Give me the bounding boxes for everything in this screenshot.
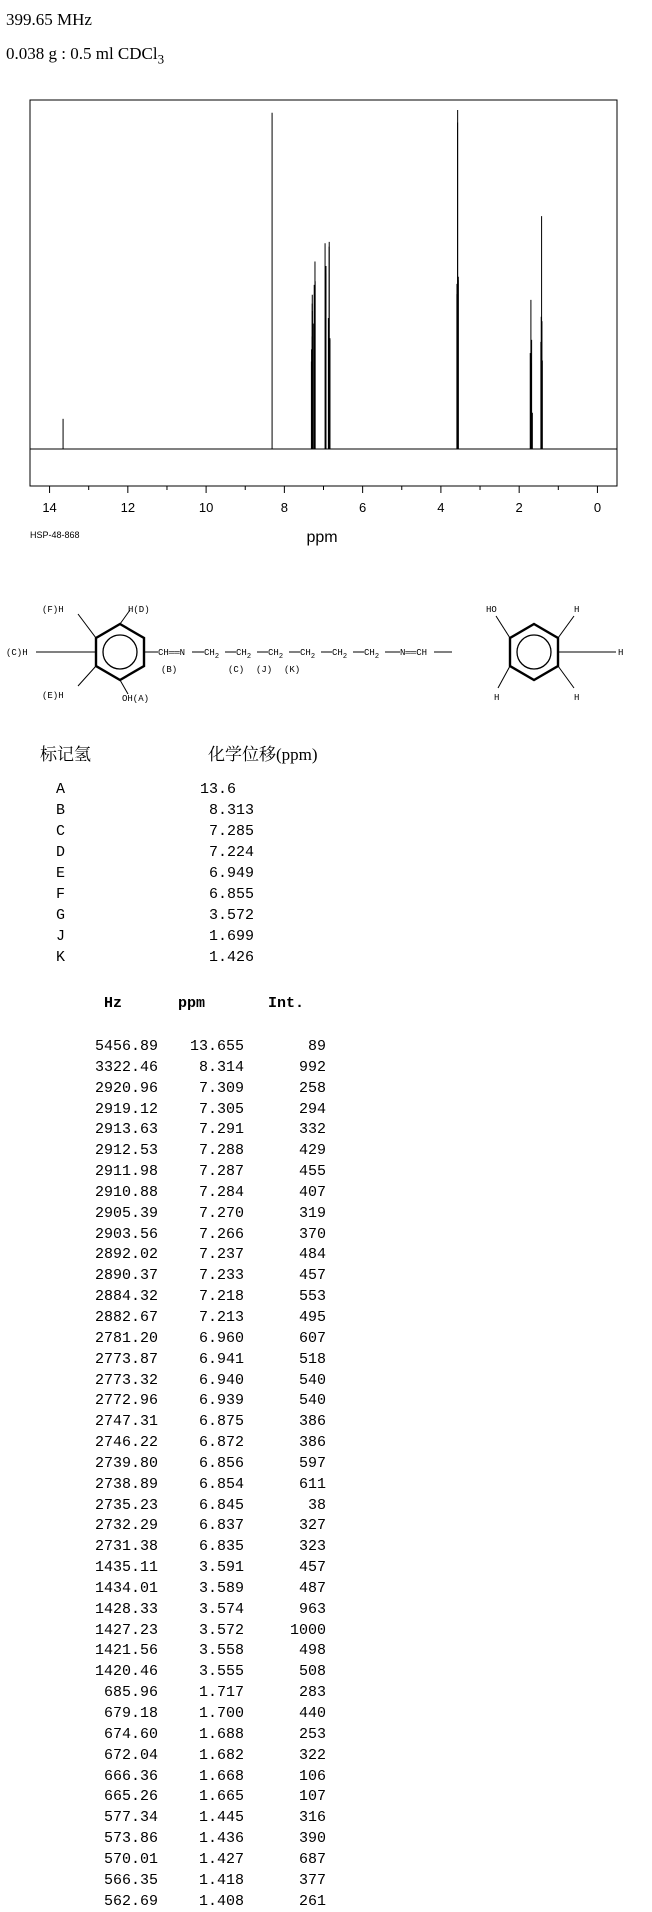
peak-table-row (0, 1516, 330, 1537)
peak-hz-cell: 2913.63 (94, 1121, 158, 1139)
peak-int-cell: 495 (298, 1308, 326, 1326)
peak-table-row (0, 1183, 330, 1204)
peak-list-table (0, 995, 340, 1910)
assignment-labels (56, 779, 65, 968)
assignment-shift: 6.855 (200, 886, 255, 903)
ch2-1-sub: 2 (214, 653, 220, 661)
peak-hz-cell: 2738.89 (94, 1475, 158, 1493)
peak-ppm-cell: 1.408 (198, 1892, 244, 1910)
peak-ppm-cell: 6.856 (198, 1454, 244, 1472)
peak-ppm-cell: 7.270 (198, 1204, 244, 1222)
peak-hz-cell: 2892.02 (94, 1246, 158, 1264)
peak-hz-cell: 573.86 (103, 1830, 158, 1848)
peak-table-row (0, 1308, 330, 1329)
assignment-label: K (56, 949, 66, 966)
peak-int-cell: 457 (298, 1267, 326, 1285)
x-tick-label: 2 (515, 500, 523, 515)
peak-table-row (0, 1100, 330, 1121)
peak-hz-cell: 679.18 (103, 1705, 158, 1722)
peak-int-cell: 540 (298, 1371, 326, 1389)
peak-int-cell: 258 (298, 1079, 326, 1097)
assignment-label: D (56, 844, 66, 861)
peak-table-row (0, 1245, 330, 1266)
peak-ppm-cell: 1.418 (198, 1871, 244, 1889)
peak-table-row (0, 1329, 330, 1350)
peak-ppm-cell: 1.665 (198, 1788, 244, 1806)
peak-table-row (0, 1725, 330, 1746)
peak-table-row (0, 1871, 330, 1892)
ch2-3-text: CH (268, 648, 279, 658)
peak-int-cell: 370 (298, 1225, 326, 1243)
peak-table-row (0, 1162, 330, 1183)
peak-int-cell: 261 (298, 1892, 326, 1910)
peak-table-row (0, 1120, 330, 1141)
peak-hz-cell: 2920.96 (94, 1079, 158, 1097)
peak-ppm-cell: 3.574 (198, 1600, 244, 1618)
ch2-4-text: CH (300, 648, 311, 658)
left-ring-aromatic-circle (103, 635, 137, 669)
peak-table-row (0, 1141, 330, 1162)
peak-int-cell: 107 (298, 1788, 326, 1806)
assignment-shift: 7.224 (200, 844, 255, 861)
nmr-spectrum-chart (0, 80, 652, 550)
peak-int-cell: 316 (298, 1809, 326, 1827)
peak-hz-cell: 2882.67 (94, 1308, 158, 1326)
peak-ppm-cell: 7.218 (198, 1288, 244, 1306)
peak-int-cell: 322 (298, 1746, 326, 1764)
peak-table-row (0, 1496, 330, 1517)
peak-int-cell: 386 (298, 1413, 326, 1431)
peak-table-row (0, 1225, 330, 1246)
peak-hz-cell: 2903.56 (94, 1225, 158, 1243)
peak-hz-cell: 2911.98 (94, 1163, 158, 1181)
peak-hz-cell: 665.26 (103, 1788, 158, 1806)
assignment-shift: 3.572 (200, 907, 255, 924)
peak-int-cell: 332 (298, 1121, 326, 1139)
peak-ppm-cell: 6.872 (198, 1434, 244, 1452)
peak-ppm-cell: 7.233 (198, 1267, 244, 1285)
atom-label-a: OH(A) (122, 694, 150, 704)
right-ring-aromatic-circle (517, 635, 551, 669)
atom-label-h1: H (574, 605, 580, 615)
peak-int-cell: 429 (298, 1142, 326, 1160)
peak-hz-cell: 2747.31 (94, 1413, 158, 1431)
x-tick-label: 6 (359, 500, 367, 515)
peak-int-cell: 390 (298, 1830, 326, 1848)
plot-frame (30, 100, 617, 486)
assignment-shift: 13.6 (200, 781, 237, 798)
peak-int-cell: 440 (298, 1705, 326, 1722)
peak-table-row (0, 1641, 330, 1662)
x-tick-label: 0 (593, 500, 602, 515)
peak-table-row (0, 1621, 330, 1642)
peak-ppm-cell: 1.445 (198, 1809, 244, 1827)
bond-h4 (498, 666, 510, 688)
peak-table-row (0, 1350, 330, 1371)
peak-ppm-cell: 7.291 (198, 1121, 244, 1139)
peak-ppm-cell: 7.213 (198, 1308, 244, 1326)
peak-hz-cell: 666.36 (103, 1767, 158, 1785)
peak-table-row (0, 1704, 330, 1725)
peak-table-row (0, 1767, 330, 1788)
peak-int-cell: 518 (298, 1350, 326, 1368)
peak-int-cell: 294 (298, 1100, 326, 1118)
peak-ppm-cell: 7.309 (198, 1079, 244, 1097)
peak-table-row (0, 1037, 330, 1058)
peak-hz-cell: 674.60 (103, 1725, 158, 1743)
peak-hz-cell: 1421.56 (94, 1642, 158, 1660)
peak-int-cell: 253 (298, 1725, 326, 1743)
peak-ppm-cell: 1.436 (198, 1830, 244, 1848)
peak-int-cell: 540 (298, 1392, 326, 1410)
peak-hz-cell: 1434.01 (94, 1579, 158, 1597)
atom-label-c: (C)H (6, 648, 28, 658)
ch2-5 (332, 648, 347, 661)
sample-concentration-subscript: 3 (157, 51, 165, 67)
peak-table-row (0, 1412, 330, 1433)
peak-hz-cell: 2772.96 (94, 1392, 158, 1410)
peak-table-row (0, 1079, 330, 1100)
peak-table-row (0, 1746, 330, 1767)
assignment-shift: 1.426 (200, 949, 255, 966)
peak-hz-cell: 2884.32 (94, 1288, 158, 1306)
peak-hz-cell: 685.96 (103, 1684, 158, 1702)
peak-hz-cell: 2910.88 (94, 1183, 158, 1201)
peak-int-cell: 89 (307, 1038, 326, 1055)
ch2-2-text: CH (236, 648, 247, 658)
peak-table-row (0, 1662, 330, 1683)
peak-table-header-ppm: ppm (178, 995, 206, 1012)
ch2-2-sub: 2 (246, 653, 252, 661)
peak-hz-cell: 672.04 (103, 1746, 158, 1764)
sample-concentration-main: 0.038 g : 0.5 ml CDCl (6, 44, 158, 63)
peak-hz-cell: 1435.11 (94, 1559, 158, 1577)
peak-hz-cell: 2732.29 (94, 1517, 158, 1535)
peak-hz-cell: 2905.39 (94, 1204, 158, 1222)
imine-right: N══CH (400, 648, 428, 658)
peak-hz-cell: 2731.38 (94, 1538, 158, 1556)
peak-table-row (0, 1475, 330, 1496)
peak-ppm-cell: 6.939 (198, 1392, 244, 1410)
bond-f (78, 614, 96, 638)
peak-ppm-cell: 13.655 (189, 1038, 244, 1055)
assignment-label: G (56, 907, 66, 924)
atom-label-h3: H (574, 693, 580, 703)
bond-a (120, 680, 128, 694)
x-tick-label: 14 (42, 500, 57, 515)
peak-table-row (0, 1204, 330, 1225)
peak-int-cell: 283 (298, 1684, 326, 1702)
bond-e (78, 666, 96, 686)
label-c: (C) (228, 665, 245, 675)
assignment-shift: 7.285 (200, 823, 255, 840)
peak-hz-cell: 1420.46 (94, 1663, 158, 1681)
peak-ppm-cell: 6.845 (198, 1496, 244, 1514)
peak-ppm-cell: 6.941 (198, 1350, 244, 1368)
peak-ppm-cell: 6.835 (198, 1538, 244, 1556)
assignment-label: B (56, 802, 66, 819)
peak-int-cell: 457 (298, 1559, 326, 1577)
assignment-label: J (56, 928, 66, 945)
peak-hz-cell: 1427.23 (94, 1621, 158, 1639)
peak-ppm-cell: 1.682 (198, 1746, 244, 1764)
assignment-label: C (56, 823, 66, 840)
peak-table-row (0, 1892, 330, 1912)
label-b: (B) (161, 665, 178, 675)
assignment-col-label-header: 标记氢 (40, 745, 91, 764)
peak-ppm-cell: 7.305 (198, 1100, 244, 1118)
peak-ppm-cell: 6.875 (198, 1413, 244, 1431)
peak-int-cell: 319 (298, 1204, 326, 1222)
peak-hz-cell: 2739.80 (94, 1454, 158, 1472)
ch2-1-text: CH (204, 648, 215, 658)
atom-label-ho: HO (486, 605, 497, 615)
peak-ppm-cell: 7.287 (198, 1163, 244, 1181)
atom-label-h4: H (494, 693, 500, 703)
peak-ppm-cell: 7.237 (198, 1246, 244, 1264)
peak-ppm-cell: 8.314 (198, 1058, 244, 1076)
peak-hz-cell: 5456.89 (94, 1038, 158, 1055)
peak-hz-cell: 1428.33 (94, 1600, 158, 1618)
peak-int-cell: 607 (298, 1329, 326, 1347)
ch2-5-sub: 2 (342, 653, 348, 661)
peak-int-cell: 377 (298, 1871, 326, 1889)
peak-ppm-cell: 3.589 (198, 1579, 244, 1597)
peak-hz-cell: 570.01 (103, 1850, 158, 1868)
peak-int-cell: 508 (298, 1663, 326, 1681)
x-tick-label: 8 (280, 500, 288, 515)
peak-table-row (0, 1850, 330, 1871)
peak-hz-cell: 2746.22 (94, 1434, 158, 1452)
peak-hz-cell: 2912.53 (94, 1142, 158, 1160)
x-tick-label: 4 (437, 500, 445, 515)
ticks-layer (42, 486, 601, 515)
label-k: (K) (284, 665, 301, 675)
peaks-layer (63, 110, 542, 449)
assignment-label: F (56, 886, 66, 903)
peak-table-row (0, 1454, 330, 1475)
peak-table-row (0, 1287, 330, 1308)
atom-label-h2: H (618, 648, 624, 658)
peak-ppm-cell: 6.854 (198, 1475, 244, 1493)
peak-int-cell: 687 (298, 1850, 326, 1868)
peak-int-cell: 487 (298, 1579, 326, 1597)
peak-table-row (0, 1579, 330, 1600)
ch2-4-sub: 2 (310, 653, 316, 661)
peak-table-row (0, 1600, 330, 1621)
sample-concentration (6, 44, 164, 67)
ch2-2 (236, 648, 251, 661)
peak-ppm-cell: 1.427 (198, 1850, 244, 1868)
ch2-3-sub: 2 (278, 653, 284, 661)
peak-int-cell: 386 (298, 1434, 326, 1452)
chemical-structure (0, 580, 652, 720)
peak-ppm-cell: 1.668 (198, 1767, 244, 1785)
ch2-6 (364, 648, 379, 661)
peak-table-row (0, 1391, 330, 1412)
ch2-5-text: CH (332, 648, 343, 658)
peak-hz-cell: 577.34 (103, 1809, 158, 1827)
atom-label-d: H(D) (128, 605, 150, 615)
peak-table-header-int: Int. (268, 995, 305, 1012)
peak-int-cell: 38 (307, 1496, 326, 1514)
peak-int-cell: 407 (298, 1183, 326, 1201)
peak-int-cell: 963 (298, 1600, 326, 1618)
peak-ppm-cell: 1.688 (198, 1725, 244, 1743)
peak-ppm-cell: 1.700 (198, 1705, 244, 1722)
peak-table-row (0, 1558, 330, 1579)
peak-int-cell: 498 (298, 1642, 326, 1660)
peak-ppm-cell: 7.288 (198, 1142, 244, 1160)
ch2-6-sub: 2 (374, 653, 380, 661)
peak-ppm-cell: 1.717 (198, 1684, 244, 1702)
peak-int-cell: 455 (298, 1163, 326, 1181)
bond-h3 (558, 666, 574, 688)
assignment-shift: 6.949 (200, 865, 255, 882)
peak-hz-cell: 2890.37 (94, 1267, 158, 1285)
ch2-3 (268, 648, 283, 661)
atom-label-e: (E)H (42, 691, 64, 701)
peak-hz-cell: 2781.20 (94, 1329, 158, 1347)
peak-table-row (0, 1787, 330, 1808)
peak-hz-cell: 2773.32 (94, 1371, 158, 1389)
peak-ppm-cell: 6.837 (198, 1517, 244, 1535)
x-axis-label: ppm (306, 529, 338, 546)
peak-table-row (0, 1433, 330, 1454)
peak-int-cell: 597 (298, 1454, 326, 1472)
peak-table-row (0, 1371, 330, 1392)
bond-h1 (558, 616, 574, 638)
spectrum-code: HSP-48-868 (30, 530, 80, 540)
assignment-shift: 1.699 (200, 928, 255, 945)
peak-hz-cell: 2773.87 (94, 1350, 158, 1368)
peak-ppm-cell: 3.572 (198, 1621, 244, 1639)
peak-ppm-cell: 3.555 (198, 1663, 244, 1681)
peak-hz-cell: 566.35 (103, 1871, 158, 1889)
peak-int-cell: 106 (298, 1767, 326, 1785)
bond-ho (496, 616, 510, 638)
x-tick-label: 10 (198, 500, 214, 515)
assignment-shifts (200, 779, 254, 968)
peak-int-cell: 553 (298, 1288, 326, 1306)
peak-ppm-cell: 3.558 (198, 1642, 244, 1660)
peak-hz-cell: 2919.12 (94, 1100, 158, 1118)
atom-label-f: (F)H (42, 605, 64, 615)
peak-int-cell: 323 (298, 1538, 326, 1556)
peak-ppm-cell: 7.266 (198, 1225, 244, 1243)
peak-ppm-cell: 7.284 (198, 1183, 244, 1201)
assignment-col-shift-header: 化学位移(ppm) (208, 745, 318, 764)
label-j: (J) (256, 665, 273, 675)
peak-int-cell: 484 (298, 1246, 326, 1264)
assignment-shift: 8.313 (200, 802, 255, 819)
ch2-1 (204, 648, 219, 661)
peak-table-header-hz: Hz (104, 995, 123, 1012)
ch2-4 (300, 648, 315, 661)
peak-table-row (0, 1808, 330, 1829)
peak-hz-cell: 2735.23 (94, 1496, 158, 1514)
assignment-label: A (56, 781, 66, 798)
peak-ppm-cell: 6.960 (198, 1329, 244, 1347)
peak-table-row (0, 1058, 330, 1079)
peak-table-row (0, 1537, 330, 1558)
peak-ppm-cell: 3.591 (198, 1559, 244, 1577)
peak-table-row (0, 1266, 330, 1287)
spectrometer-frequency: 399.65 MHz (6, 10, 92, 29)
peak-int-cell: 611 (298, 1475, 326, 1493)
peak-table-row (0, 1829, 330, 1850)
peak-int-cell: 327 (298, 1517, 326, 1535)
peak-ppm-cell: 6.940 (198, 1371, 244, 1389)
peak-table-row (0, 1683, 330, 1704)
ch2-6-text: CH (364, 648, 375, 658)
peak-hz-cell: 3322.46 (94, 1058, 158, 1076)
peak-table-rows (0, 1037, 330, 1912)
peak-int-cell: 992 (298, 1058, 326, 1076)
imine-left: CH══N (158, 648, 186, 658)
peak-hz-cell: 562.69 (103, 1892, 158, 1910)
peak-int-cell: 1000 (289, 1621, 326, 1639)
assignment-label: E (56, 865, 66, 882)
x-tick-label: 12 (120, 500, 136, 515)
